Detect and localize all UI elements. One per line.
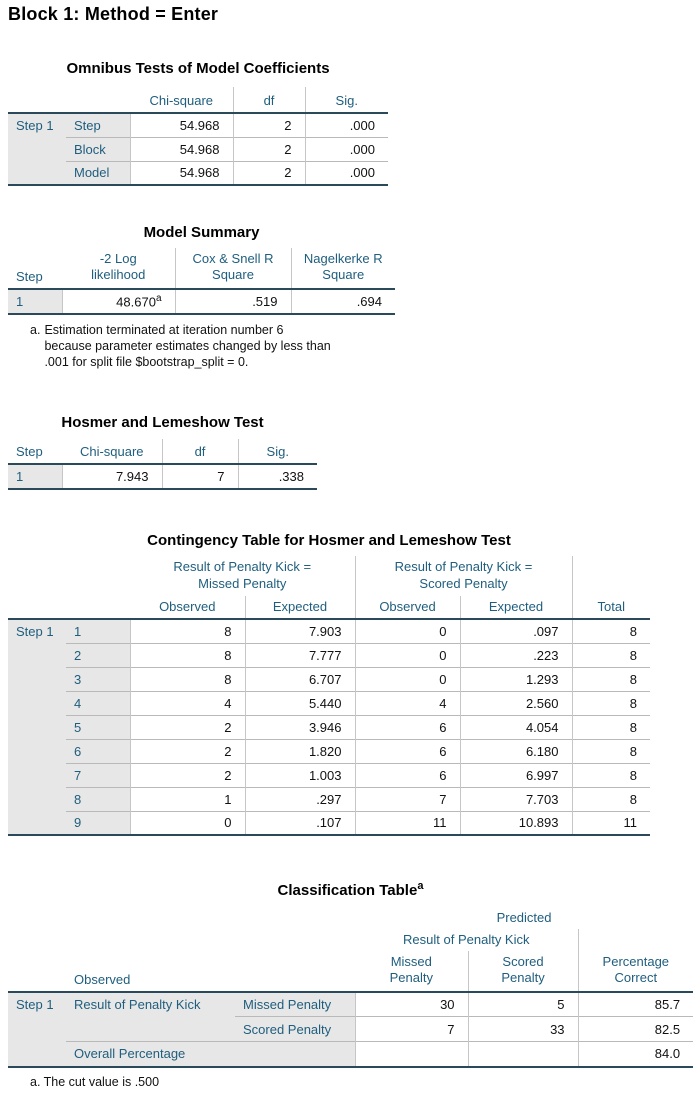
classification-section bbox=[8, 880, 693, 1089]
table-cell: 30 bbox=[355, 992, 468, 1017]
column-header: Step bbox=[8, 439, 62, 464]
classification-table bbox=[8, 907, 693, 1068]
table-cell: 8 bbox=[130, 619, 245, 643]
column-header: Observed bbox=[130, 596, 245, 619]
table-cell: .000 bbox=[305, 113, 388, 137]
table-cell: 2 bbox=[130, 763, 245, 787]
heading-text: Classification Table bbox=[277, 882, 418, 899]
omnibus-section bbox=[8, 60, 388, 186]
table-cell bbox=[355, 1042, 468, 1067]
column-header: Sig. bbox=[238, 439, 317, 464]
table-cell: 7.777 bbox=[245, 643, 355, 667]
table-cell: 85.7 bbox=[578, 992, 693, 1017]
table-cell: 8 bbox=[572, 691, 650, 715]
table-cell: 1.820 bbox=[245, 739, 355, 763]
model-summary-heading: Model Summary bbox=[143, 224, 260, 241]
contingency-heading: Contingency Table for Hosmer and Lemeshow Test bbox=[147, 532, 511, 549]
empty-header-cell bbox=[66, 87, 130, 113]
footnote-marker: a bbox=[417, 880, 424, 892]
column-header: df bbox=[233, 87, 305, 113]
empty-header-cell bbox=[8, 929, 355, 951]
table-cell: 82.5 bbox=[578, 1017, 693, 1042]
footnote-text: Estimation terminated at iteration number 6 because parameter estimates changed by less than .001 for split file $bootstrap_split = 0. bbox=[44, 322, 331, 369]
table-cell bbox=[62, 289, 175, 314]
model-summary-footnote bbox=[30, 322, 395, 371]
hosmer-heading: Hosmer and Lemeshow Test bbox=[61, 414, 264, 431]
empty-header-cell bbox=[8, 951, 66, 992]
column-header-pct bbox=[578, 929, 693, 992]
column-header-text: Cox & Snell R Square bbox=[192, 251, 274, 283]
column-header bbox=[175, 248, 291, 289]
table-cell: 2 bbox=[233, 161, 305, 185]
table-cell: 1 bbox=[130, 787, 245, 811]
empty-header-cell bbox=[8, 87, 66, 113]
column-header: Expected bbox=[245, 596, 355, 619]
column-header bbox=[62, 248, 175, 289]
empty-header-cell bbox=[8, 556, 66, 596]
table-cell: 8 bbox=[572, 739, 650, 763]
column-header-text: -2 Log likelihood bbox=[91, 251, 146, 283]
table-cell: 5.440 bbox=[245, 691, 355, 715]
group-header-text: Result of Penalty Kick = Scored Penalty bbox=[394, 559, 533, 591]
table-cell: 2 bbox=[130, 715, 245, 739]
row-label: 3 bbox=[66, 667, 130, 691]
table-cell: 8 bbox=[572, 667, 650, 691]
step-row-label: Step 1 bbox=[8, 992, 66, 1067]
footnote-marker: a. bbox=[30, 322, 41, 337]
table-cell: 54.968 bbox=[130, 161, 233, 185]
table-cell: 33 bbox=[468, 1017, 578, 1042]
column-header-total: Total bbox=[572, 556, 650, 619]
value-text: 48.670 bbox=[116, 294, 156, 310]
row-label: Scored Penalty bbox=[235, 1017, 355, 1042]
table-cell: 0 bbox=[355, 667, 460, 691]
table-cell: .107 bbox=[245, 811, 355, 835]
table-cell: 5 bbox=[468, 992, 578, 1017]
row-group-label: Result of Penalty Kick bbox=[66, 992, 235, 1042]
group-header-scored bbox=[355, 556, 572, 596]
table-cell: 0 bbox=[355, 643, 460, 667]
table-cell: 8 bbox=[572, 643, 650, 667]
table-cell: 8 bbox=[572, 763, 650, 787]
column-header: Observed bbox=[355, 596, 460, 619]
table-cell: .223 bbox=[460, 643, 572, 667]
column-header-missed bbox=[355, 951, 468, 992]
row-label: 8 bbox=[66, 787, 130, 811]
table-cell: 10.893 bbox=[460, 811, 572, 835]
table-cell: 6.180 bbox=[460, 739, 572, 763]
group-header-missed bbox=[130, 556, 355, 596]
table-cell: .000 bbox=[305, 137, 388, 161]
table-cell: 7.703 bbox=[460, 787, 572, 811]
table-cell: 3.946 bbox=[245, 715, 355, 739]
contingency-section bbox=[8, 532, 650, 836]
row-label: 9 bbox=[66, 811, 130, 835]
table-cell: 7.903 bbox=[245, 619, 355, 643]
group-header: Result of Penalty Kick bbox=[403, 932, 530, 947]
row-label: Step bbox=[66, 113, 130, 137]
column-header-text: Nagelkerke R Square bbox=[303, 251, 383, 283]
overall-percentage-label: Overall Percentage bbox=[66, 1042, 355, 1067]
predicted-header: Predicted bbox=[496, 910, 552, 925]
step-row-label: Step 1 bbox=[8, 619, 66, 835]
table-cell: 6 bbox=[355, 763, 460, 787]
row-label: Block bbox=[66, 137, 130, 161]
table-cell: 6 bbox=[355, 715, 460, 739]
column-header bbox=[291, 248, 395, 289]
contingency-table bbox=[8, 556, 650, 836]
table-cell: 6.997 bbox=[460, 763, 572, 787]
observed-header: Observed bbox=[66, 951, 355, 992]
table-cell: 54.968 bbox=[130, 113, 233, 137]
table-cell: .297 bbox=[245, 787, 355, 811]
table-cell: 2.560 bbox=[460, 691, 572, 715]
table-cell: 0 bbox=[355, 619, 460, 643]
table-cell bbox=[468, 1042, 578, 1067]
row-label: 4 bbox=[66, 691, 130, 715]
column-header: df bbox=[162, 439, 238, 464]
column-header-text: Scored Penalty bbox=[501, 954, 545, 986]
table-cell: 8 bbox=[572, 715, 650, 739]
table-cell: .000 bbox=[305, 161, 388, 185]
model-summary-section bbox=[8, 224, 395, 370]
column-header: Chi-square bbox=[130, 87, 233, 113]
table-cell: 2 bbox=[233, 113, 305, 137]
table-cell: .694 bbox=[291, 289, 395, 314]
step-row-label: 1 bbox=[8, 289, 62, 314]
row-label: 2 bbox=[66, 643, 130, 667]
table-cell: 7 bbox=[162, 464, 238, 489]
classification-footnote: a. The cut value is .500 bbox=[30, 1074, 160, 1089]
empty-header-cell bbox=[8, 596, 66, 619]
column-header: Expected bbox=[460, 596, 572, 619]
table-cell: .097 bbox=[460, 619, 572, 643]
row-label: 7 bbox=[66, 763, 130, 787]
column-header-text: Missed Penalty bbox=[389, 954, 433, 986]
column-header-text: Percentage Correct bbox=[602, 954, 670, 986]
table-cell: 7 bbox=[355, 1017, 468, 1042]
empty-header-cell bbox=[66, 596, 130, 619]
table-cell: 2 bbox=[130, 739, 245, 763]
step-row-label: Step 1 bbox=[8, 113, 66, 185]
table-cell: 8 bbox=[130, 667, 245, 691]
table-cell: 4 bbox=[355, 691, 460, 715]
table-cell: 84.0 bbox=[578, 1042, 693, 1067]
table-cell: 1.003 bbox=[245, 763, 355, 787]
column-header: Chi-square bbox=[62, 439, 162, 464]
table-cell: 1.293 bbox=[460, 667, 572, 691]
empty-header-cell bbox=[66, 556, 130, 596]
classification-heading bbox=[8, 880, 693, 899]
table-cell: 7 bbox=[355, 787, 460, 811]
table-cell: 8 bbox=[572, 787, 650, 811]
table-cell: 6.707 bbox=[245, 667, 355, 691]
table-cell: 8 bbox=[130, 643, 245, 667]
block-title: Block 1: Method = Enter bbox=[8, 4, 219, 24]
step-row-label: 1 bbox=[8, 464, 62, 489]
hosmer-table bbox=[8, 439, 317, 490]
table-cell: 0 bbox=[130, 811, 245, 835]
table-cell: .519 bbox=[175, 289, 291, 314]
table-cell: 6 bbox=[355, 739, 460, 763]
omnibus-heading: Omnibus Tests of Model Coefficients bbox=[66, 60, 330, 77]
column-header: Sig. bbox=[305, 87, 388, 113]
column-header: Step bbox=[8, 248, 62, 289]
footnote-marker: a bbox=[155, 292, 162, 304]
table-cell: 4.054 bbox=[460, 715, 572, 739]
row-label: Model bbox=[66, 161, 130, 185]
table-cell: 54.968 bbox=[130, 137, 233, 161]
table-cell: 8 bbox=[572, 619, 650, 643]
row-label: 6 bbox=[66, 739, 130, 763]
table-cell: .338 bbox=[238, 464, 317, 489]
model-summary-table bbox=[8, 248, 395, 315]
table-cell: 11 bbox=[355, 811, 460, 835]
column-header-scored bbox=[468, 951, 578, 992]
hosmer-section bbox=[8, 414, 317, 490]
table-cell: 4 bbox=[130, 691, 245, 715]
table-cell: 11 bbox=[572, 811, 650, 835]
row-label: 5 bbox=[66, 715, 130, 739]
table-cell: 2 bbox=[233, 137, 305, 161]
empty-header-cell bbox=[8, 907, 355, 929]
table-cell: 7.943 bbox=[62, 464, 162, 489]
row-label: Missed Penalty bbox=[235, 992, 355, 1017]
row-label: 1 bbox=[66, 619, 130, 643]
group-header-text: Result of Penalty Kick = Missed Penalty bbox=[173, 559, 312, 591]
omnibus-table bbox=[8, 87, 388, 186]
